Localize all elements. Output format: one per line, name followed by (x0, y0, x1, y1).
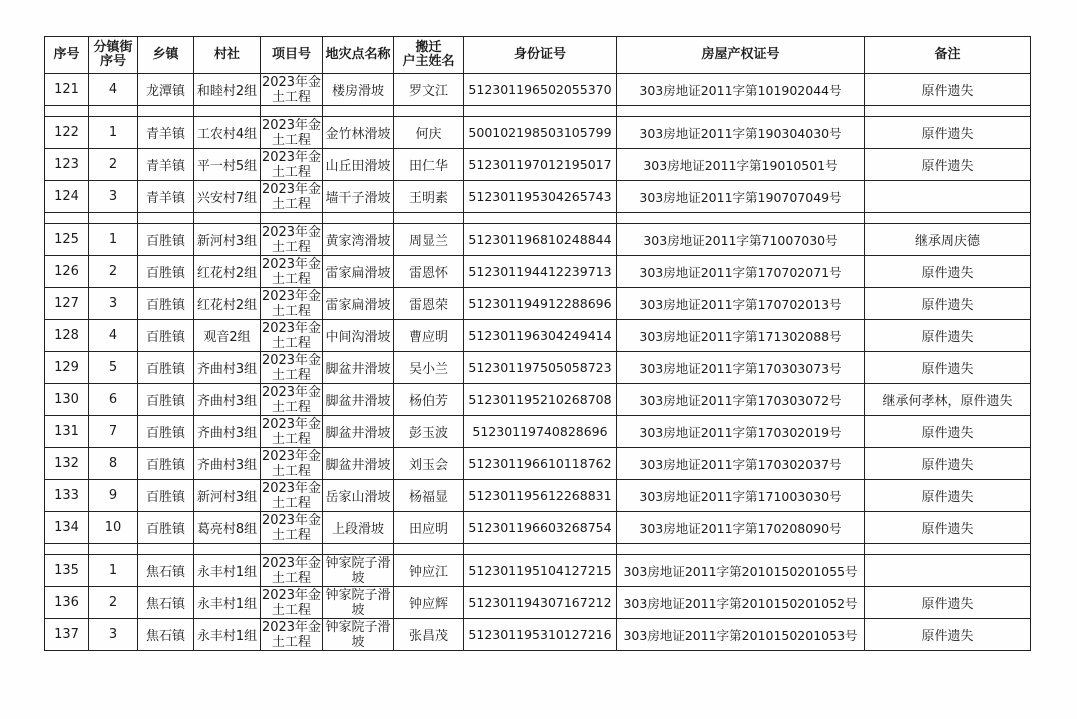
site-cell: 雷家扁滑坡 (323, 288, 394, 320)
spacer-row (45, 106, 1031, 117)
remarks-cell: 原件遗失 (865, 448, 1031, 480)
id-number-cell: 512301196603268754 (464, 512, 617, 544)
remarks-cell (865, 181, 1031, 213)
spacer-cell (194, 213, 261, 224)
owner-cell: 雷恩怀 (394, 256, 464, 288)
header-remarks: 备注 (865, 37, 1031, 74)
site-cell: 脚盆井滑坡 (323, 448, 394, 480)
town-cell: 百胜镇 (138, 352, 194, 384)
village-cell: 永丰村1组 (194, 587, 261, 619)
property-cert-cell: 303房地证2011字第2010150201053号 (617, 619, 865, 651)
sub-seq-cell: 5 (89, 352, 138, 384)
seq-cell: 121 (45, 74, 89, 106)
town-cell: 百胜镇 (138, 224, 194, 256)
remarks-cell: 原件遗失 (865, 587, 1031, 619)
table-row (45, 74, 1031, 106)
remarks-cell: 原件遗失 (865, 352, 1031, 384)
site-cell: 上段滑坡 (323, 512, 394, 544)
village-cell: 和睦村2组 (194, 74, 261, 106)
town-cell: 百胜镇 (138, 480, 194, 512)
table-row (45, 448, 1031, 480)
owner-cell: 王明素 (394, 181, 464, 213)
id-number-cell: 512301196610118762 (464, 448, 617, 480)
id-number-cell: 512301196502055370 (464, 74, 617, 106)
owner-cell: 杨福显 (394, 480, 464, 512)
town-cell: 百胜镇 (138, 320, 194, 352)
sub-seq-cell: 2 (89, 587, 138, 619)
owner-cell: 田应明 (394, 512, 464, 544)
site-cell: 楼房滑坡 (323, 74, 394, 106)
remarks-cell (865, 555, 1031, 587)
seq-cell: 128 (45, 320, 89, 352)
table-row (45, 181, 1031, 213)
site-cell: 金竹林滑坡 (323, 117, 394, 149)
spacer-cell (323, 213, 394, 224)
id-number-cell: 512301194912288696 (464, 288, 617, 320)
spacer-cell (617, 106, 865, 117)
site-cell: 中间沟滑坡 (323, 320, 394, 352)
property-cert-cell: 303房地证2011字第190707049号 (617, 181, 865, 213)
project-cell: 2023年金土工程 (261, 149, 322, 180)
village-cell: 齐曲村3组 (194, 384, 261, 416)
id-number-cell: 512301196810248844 (464, 224, 617, 256)
village-cell: 红花村2组 (194, 256, 261, 288)
project-cell: 2023年金土工程 (261, 320, 322, 351)
table-body (45, 74, 1031, 651)
seq-cell: 125 (45, 224, 89, 256)
spacer-cell (138, 544, 194, 555)
sub-seq-cell: 1 (89, 224, 138, 256)
seq-cell: 135 (45, 555, 89, 587)
header-village: 村社 (194, 37, 261, 74)
owner-cell: 吴小兰 (394, 352, 464, 384)
spacer-cell (89, 544, 138, 555)
header-project: 项目号 (261, 37, 323, 74)
spacer-cell (464, 213, 617, 224)
sub-seq-cell: 10 (89, 512, 138, 544)
property-cert-cell: 303房地证2011字第190304030号 (617, 117, 865, 149)
id-number-cell: 512301197505058723 (464, 352, 617, 384)
property-cert-cell: 303房地证2011字第170303073号 (617, 352, 865, 384)
village-cell: 红花村2组 (194, 288, 261, 320)
owner-cell: 刘玉会 (394, 448, 464, 480)
remarks-cell: 原件遗失 (865, 619, 1031, 651)
spacer-cell (865, 213, 1031, 224)
spacer-cell (45, 213, 89, 224)
property-cert-cell: 303房地证2011字第170208090号 (617, 512, 865, 544)
owner-cell: 雷恩荣 (394, 288, 464, 320)
site-cell: 钟家院子滑坡 (323, 555, 394, 587)
site-cell: 岳家山滑坡 (323, 480, 394, 512)
owner-cell: 罗文江 (394, 74, 464, 106)
table-row (45, 416, 1031, 448)
project-cell: 2023年金土工程 (261, 384, 322, 415)
village-cell: 齐曲村3组 (194, 448, 261, 480)
spacer-cell (394, 213, 464, 224)
town-cell: 百胜镇 (138, 384, 194, 416)
town-cell: 青羊镇 (138, 117, 194, 149)
id-number-cell: 512301194412239713 (464, 256, 617, 288)
site-cell: 雷家扁滑坡 (323, 256, 394, 288)
table-row (45, 320, 1031, 352)
spacer-cell (45, 106, 89, 117)
table-row (45, 480, 1031, 512)
spacer-cell (464, 544, 617, 555)
spacer-cell (89, 213, 138, 224)
property-cert-cell: 303房地证2011字第171003030号 (617, 480, 865, 512)
village-cell: 永丰村1组 (194, 619, 261, 651)
site-cell: 脚盆井滑坡 (323, 416, 394, 448)
village-cell: 齐曲村3组 (194, 352, 261, 384)
id-number-cell: 512301196304249414 (464, 320, 617, 352)
seq-cell: 131 (45, 416, 89, 448)
sub-seq-cell: 4 (89, 320, 138, 352)
seq-cell: 123 (45, 149, 89, 181)
table-row (45, 149, 1031, 181)
remarks-cell: 原件遗失 (865, 320, 1031, 352)
spacer-cell (865, 544, 1031, 555)
id-number-cell: 512301195210268708 (464, 384, 617, 416)
remarks-cell: 原件遗失 (865, 480, 1031, 512)
property-cert-cell: 303房地证2011字第71007030号 (617, 224, 865, 256)
village-cell: 观音2组 (194, 320, 261, 352)
table-row (45, 117, 1031, 149)
property-cert-cell: 303房地证2011字第171302088号 (617, 320, 865, 352)
site-cell: 墙干子滑坡 (323, 181, 394, 213)
table-row (45, 352, 1031, 384)
table-row (45, 512, 1031, 544)
sub-seq-cell: 7 (89, 416, 138, 448)
id-number-cell: 512301195310127216 (464, 619, 617, 651)
village-cell: 工农村4组 (194, 117, 261, 149)
spacer-cell (865, 106, 1031, 117)
project-cell: 2023年金土工程 (261, 555, 322, 586)
relocation-records-table (44, 36, 1031, 651)
seq-cell: 137 (45, 619, 89, 651)
town-cell: 焦石镇 (138, 619, 194, 651)
remarks-cell: 原件遗失 (865, 256, 1031, 288)
header-id-number: 身份证号 (464, 37, 617, 74)
property-cert-cell: 303房地证2011字第170702071号 (617, 256, 865, 288)
table-row (45, 619, 1031, 651)
village-cell: 新河村3组 (194, 224, 261, 256)
sub-seq-cell: 2 (89, 149, 138, 181)
property-cert-cell: 303房地证2011字第170302037号 (617, 448, 865, 480)
owner-cell: 钟应辉 (394, 587, 464, 619)
seq-cell: 126 (45, 256, 89, 288)
site-cell: 脚盆井滑坡 (323, 352, 394, 384)
table-row (45, 587, 1031, 619)
sub-seq-cell: 1 (89, 555, 138, 587)
sub-seq-cell: 3 (89, 288, 138, 320)
seq-cell: 124 (45, 181, 89, 213)
spacer-cell (617, 213, 865, 224)
project-cell: 2023年金土工程 (261, 117, 322, 148)
project-cell: 2023年金土工程 (261, 352, 322, 383)
site-cell: 黄家湾滑坡 (323, 224, 394, 256)
project-cell: 2023年金土工程 (261, 512, 322, 543)
town-cell: 焦石镇 (138, 587, 194, 619)
id-number-cell: 512301195612268831 (464, 480, 617, 512)
spacer-cell (617, 544, 865, 555)
spacer-row (45, 213, 1031, 224)
header-site: 地灾点名称 (323, 37, 394, 74)
id-number-cell: 51230119740828696 (464, 416, 617, 448)
project-cell: 2023年金土工程 (261, 480, 322, 511)
seq-cell: 136 (45, 587, 89, 619)
spacer-cell (323, 544, 394, 555)
owner-cell: 周显兰 (394, 224, 464, 256)
id-number-cell: 512301197012195017 (464, 149, 617, 181)
village-cell: 新河村3组 (194, 480, 261, 512)
seq-cell: 134 (45, 512, 89, 544)
sub-seq-cell: 1 (89, 117, 138, 149)
site-cell: 脚盆井滑坡 (323, 384, 394, 416)
property-cert-cell: 303房地证2011字第170303072号 (617, 384, 865, 416)
project-cell: 2023年金土工程 (261, 416, 322, 447)
village-cell: 永丰村1组 (194, 555, 261, 587)
owner-cell: 杨伯芳 (394, 384, 464, 416)
property-cert-cell: 303房地证2011字第2010150201055号 (617, 555, 865, 587)
site-cell: 钟家院子滑坡 (323, 587, 394, 619)
spacer-cell (394, 106, 464, 117)
project-cell: 2023年金土工程 (261, 288, 322, 319)
spacer-cell (138, 213, 194, 224)
town-cell: 龙潭镇 (138, 74, 194, 106)
remarks-cell: 继承周庆德 (865, 224, 1031, 256)
spacer-cell (45, 544, 89, 555)
id-number-cell: 500102198503105799 (464, 117, 617, 149)
village-cell: 兴安村7组 (194, 181, 261, 213)
header-seq: 序号 (45, 37, 89, 74)
town-cell: 百胜镇 (138, 288, 194, 320)
remarks-cell: 原件遗失 (865, 149, 1031, 181)
site-cell: 山丘田滑坡 (323, 149, 394, 181)
spacer-cell (138, 106, 194, 117)
owner-cell: 彭玉波 (394, 416, 464, 448)
id-number-cell: 512301195304265743 (464, 181, 617, 213)
header-sub-seq: 分镇街 序号 (89, 37, 138, 74)
project-cell: 2023年金土工程 (261, 587, 322, 618)
id-number-cell: 512301195104127215 (464, 555, 617, 587)
sub-seq-cell: 8 (89, 448, 138, 480)
header-property-cert: 房屋产权证号 (617, 37, 865, 74)
village-cell: 齐曲村3组 (194, 416, 261, 448)
owner-cell: 曹应明 (394, 320, 464, 352)
remarks-cell: 原件遗失 (865, 74, 1031, 106)
property-cert-cell: 303房地证2011字第101902044号 (617, 74, 865, 106)
project-cell: 2023年金土工程 (261, 224, 322, 255)
town-cell: 百胜镇 (138, 256, 194, 288)
property-cert-cell: 303房地证2011字第2010150201052号 (617, 587, 865, 619)
spacer-cell (394, 544, 464, 555)
table-row (45, 288, 1031, 320)
village-cell: 葛亮村8组 (194, 512, 261, 544)
property-cert-cell: 303房地证2011字第170302019号 (617, 416, 865, 448)
town-cell: 百胜镇 (138, 512, 194, 544)
table-row (45, 224, 1031, 256)
property-cert-cell: 303房地证2011字第170702013号 (617, 288, 865, 320)
header-owner: 搬迁 户主姓名 (394, 37, 464, 74)
remarks-cell: 继承何孝林，原件遗失 (865, 384, 1031, 416)
site-cell: 钟家院子滑坡 (323, 619, 394, 651)
sub-seq-cell: 6 (89, 384, 138, 416)
sub-seq-cell: 9 (89, 480, 138, 512)
remarks-cell: 原件遗失 (865, 416, 1031, 448)
id-number-cell: 512301194307167212 (464, 587, 617, 619)
table-row (45, 555, 1031, 587)
sub-seq-cell: 2 (89, 256, 138, 288)
project-cell: 2023年金土工程 (261, 619, 322, 650)
seq-cell: 129 (45, 352, 89, 384)
village-cell: 平一村5组 (194, 149, 261, 181)
header-row (45, 37, 1031, 74)
town-cell: 青羊镇 (138, 149, 194, 181)
project-cell: 2023年金土工程 (261, 448, 322, 479)
table-row (45, 256, 1031, 288)
seq-cell: 133 (45, 480, 89, 512)
seq-cell: 127 (45, 288, 89, 320)
project-cell: 2023年金土工程 (261, 256, 322, 287)
spacer-cell (261, 106, 323, 117)
remarks-cell: 原件遗失 (865, 117, 1031, 149)
remarks-cell: 原件遗失 (865, 512, 1031, 544)
owner-cell: 田仁华 (394, 149, 464, 181)
owner-cell: 张昌茂 (394, 619, 464, 651)
owner-cell: 何庆 (394, 117, 464, 149)
seq-cell: 132 (45, 448, 89, 480)
sub-seq-cell: 3 (89, 181, 138, 213)
town-cell: 百胜镇 (138, 416, 194, 448)
spacer-cell (323, 106, 394, 117)
town-cell: 青羊镇 (138, 181, 194, 213)
spacer-cell (261, 213, 323, 224)
spacer-cell (194, 544, 261, 555)
seq-cell: 130 (45, 384, 89, 416)
town-cell: 焦石镇 (138, 555, 194, 587)
seq-cell: 122 (45, 117, 89, 149)
remarks-cell: 原件遗失 (865, 288, 1031, 320)
spacer-cell (194, 106, 261, 117)
sub-seq-cell: 3 (89, 619, 138, 651)
spacer-row (45, 544, 1031, 555)
town-cell: 百胜镇 (138, 448, 194, 480)
header-town: 乡镇 (138, 37, 194, 74)
sub-seq-cell: 4 (89, 74, 138, 106)
spacer-cell (261, 544, 323, 555)
project-cell: 2023年金土工程 (261, 181, 322, 212)
owner-cell: 钟应江 (394, 555, 464, 587)
property-cert-cell: 303房地证2011字第19010501号 (617, 149, 865, 181)
spacer-cell (89, 106, 138, 117)
project-cell: 2023年金土工程 (261, 74, 322, 105)
spacer-cell (464, 106, 617, 117)
table-row (45, 384, 1031, 416)
